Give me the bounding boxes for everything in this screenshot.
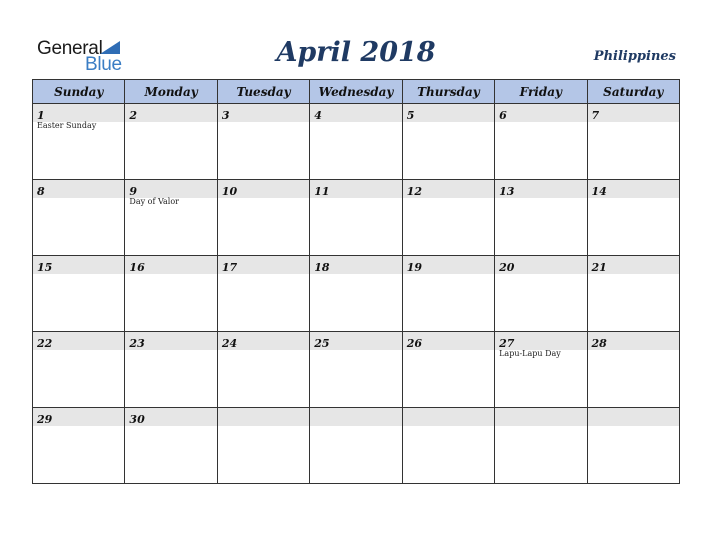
day-number: 4 bbox=[314, 109, 322, 122]
day-cell bbox=[402, 180, 494, 256]
day-cell bbox=[217, 180, 309, 256]
day-number: 24 bbox=[221, 337, 238, 350]
day-number-bar bbox=[33, 180, 124, 198]
day-number-bar bbox=[495, 256, 586, 274]
day-number-bar bbox=[588, 104, 679, 122]
day-cell bbox=[587, 408, 679, 484]
day-number: 5 bbox=[406, 109, 415, 122]
logo-general-text: General bbox=[37, 38, 103, 59]
day-number-bar bbox=[218, 332, 309, 350]
weekday-header-saturday: Saturday bbox=[587, 80, 679, 104]
day-cell bbox=[402, 256, 494, 332]
day-number: 2 bbox=[129, 109, 138, 122]
day-number-bar bbox=[33, 104, 124, 122]
day-cell bbox=[495, 104, 587, 180]
day-number-bar bbox=[310, 408, 401, 426]
day-number-bar bbox=[218, 180, 309, 198]
day-number-bar bbox=[33, 332, 124, 350]
day-number-bar bbox=[218, 408, 309, 426]
holiday-label: Easter Sunday bbox=[37, 121, 97, 130]
day-number: 27 bbox=[499, 337, 515, 350]
day-number: 22 bbox=[37, 337, 53, 350]
week-row bbox=[33, 332, 680, 408]
day-cell bbox=[402, 332, 494, 408]
day-number: 19 bbox=[406, 261, 422, 274]
day-number-bar bbox=[588, 256, 679, 274]
day-number: 20 bbox=[499, 261, 515, 274]
day-number: 17 bbox=[221, 261, 238, 274]
day-number-bar bbox=[495, 180, 586, 198]
weekday-header-thursday: Thursday bbox=[402, 80, 494, 104]
day-cell bbox=[587, 180, 679, 256]
day-number: 16 bbox=[129, 261, 145, 274]
day-number: 26 bbox=[406, 337, 422, 350]
day-number: 13 bbox=[499, 185, 515, 198]
day-number-bar bbox=[310, 332, 401, 350]
day-cell bbox=[217, 104, 309, 180]
day-number-bar bbox=[588, 408, 679, 426]
day-cell bbox=[125, 256, 217, 332]
day-number: 12 bbox=[406, 185, 422, 198]
day-number: 21 bbox=[591, 261, 607, 274]
day-number-bar bbox=[218, 256, 309, 274]
day-number-bar bbox=[495, 104, 586, 122]
day-number-bar bbox=[403, 180, 494, 198]
weekday-header-wednesday: Wednesday bbox=[310, 80, 402, 104]
logo-blue-text: Blue bbox=[85, 54, 122, 75]
day-cell bbox=[217, 408, 309, 484]
day-number-bar bbox=[310, 104, 401, 122]
calendar-title: April 2018 bbox=[276, 37, 436, 68]
day-number-bar bbox=[33, 256, 124, 274]
week-row bbox=[33, 104, 680, 180]
day-number-bar bbox=[218, 104, 309, 122]
day-number: 15 bbox=[37, 261, 53, 274]
day-number-bar bbox=[588, 180, 679, 198]
day-number: 1 bbox=[37, 109, 45, 122]
day-cell bbox=[310, 104, 402, 180]
day-number-bar bbox=[403, 104, 494, 122]
day-cell bbox=[217, 256, 309, 332]
calendar-grid bbox=[32, 79, 680, 484]
day-number-bar bbox=[310, 256, 401, 274]
weekday-header-row bbox=[33, 80, 680, 104]
weekday-header-tuesday: Tuesday bbox=[217, 80, 309, 104]
day-number-bar bbox=[588, 332, 679, 350]
day-number: 3 bbox=[221, 109, 230, 122]
holiday-label: Day of Valor bbox=[129, 197, 179, 206]
day-number-bar bbox=[125, 256, 216, 274]
holiday-label: Lapu-Lapu Day bbox=[499, 349, 561, 358]
weekday-header-friday: Friday bbox=[495, 80, 587, 104]
day-cell bbox=[310, 332, 402, 408]
day-number-bar bbox=[125, 408, 216, 426]
day-number: 7 bbox=[591, 109, 600, 122]
day-number-bar bbox=[495, 332, 586, 350]
day-cell bbox=[125, 408, 217, 484]
day-number: 6 bbox=[499, 109, 507, 122]
day-number: 10 bbox=[221, 185, 238, 198]
week-row bbox=[33, 408, 680, 484]
day-cell bbox=[310, 408, 402, 484]
day-number: 28 bbox=[591, 337, 607, 350]
day-number: 29 bbox=[37, 413, 53, 426]
day-number-bar bbox=[403, 408, 494, 426]
day-number-bar bbox=[125, 332, 216, 350]
day-cell bbox=[125, 104, 217, 180]
day-cell bbox=[587, 256, 679, 332]
day-cell bbox=[495, 256, 587, 332]
day-cell bbox=[495, 408, 587, 484]
day-number: 8 bbox=[37, 185, 45, 198]
day-cell bbox=[217, 332, 309, 408]
week-row bbox=[33, 180, 680, 256]
weekday-header-sunday: Sunday bbox=[33, 80, 125, 104]
day-cell bbox=[402, 408, 494, 484]
day-cell bbox=[495, 180, 587, 256]
day-number-bar bbox=[125, 104, 216, 122]
day-number-bar bbox=[403, 256, 494, 274]
day-number: 9 bbox=[129, 185, 138, 198]
day-number: 18 bbox=[314, 261, 330, 274]
day-number: 23 bbox=[129, 337, 145, 350]
week-row bbox=[33, 256, 680, 332]
day-cell bbox=[125, 180, 217, 256]
day-cell bbox=[125, 332, 217, 408]
day-number-bar bbox=[495, 408, 586, 426]
day-number-bar bbox=[125, 180, 216, 198]
day-cell bbox=[33, 408, 125, 484]
weekday-header-monday: Monday bbox=[125, 80, 217, 104]
day-cell bbox=[587, 332, 679, 408]
day-number: 25 bbox=[314, 337, 330, 350]
day-cell bbox=[33, 332, 125, 408]
day-number-bar bbox=[33, 408, 124, 426]
day-cell bbox=[310, 180, 402, 256]
day-number-bar bbox=[403, 332, 494, 350]
country-label: Philippines bbox=[593, 49, 676, 64]
day-cell bbox=[310, 256, 402, 332]
day-cell bbox=[33, 180, 125, 256]
day-number: 14 bbox=[591, 185, 607, 198]
day-number: 30 bbox=[129, 413, 145, 426]
day-cell bbox=[402, 104, 494, 180]
day-cell bbox=[495, 332, 587, 408]
day-number: 11 bbox=[314, 185, 330, 198]
day-cell bbox=[33, 104, 125, 180]
day-number-bar bbox=[310, 180, 401, 198]
day-cell bbox=[33, 256, 125, 332]
day-cell bbox=[587, 104, 679, 180]
